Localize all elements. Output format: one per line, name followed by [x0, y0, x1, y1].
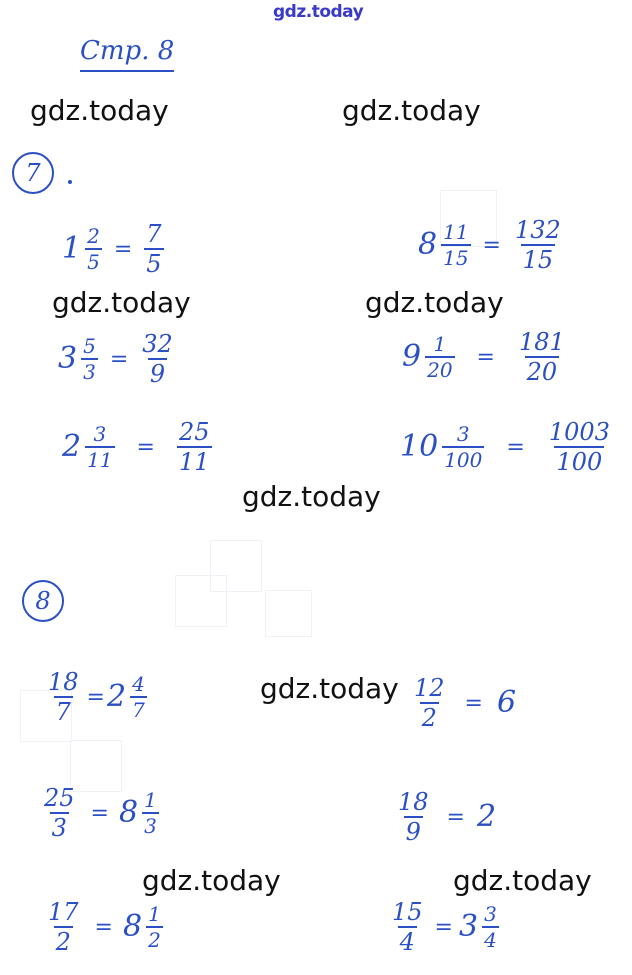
watermark: gdz.today [242, 480, 381, 513]
period-mark [68, 180, 72, 184]
ghost-grid [175, 575, 227, 627]
page-title: Стр. 8 [80, 36, 174, 72]
task8-item-6: $\frac{15}{4}$ = 3 $\frac{3}{4}$ [392, 898, 497, 956]
watermark: gdz.today [342, 94, 481, 127]
task-number-8: 8 [22, 580, 64, 622]
task-number-7: 7 [12, 152, 54, 194]
ghost-grid [265, 590, 312, 637]
watermark: gdz.today [260, 672, 399, 705]
watermark: gdz.today [142, 864, 281, 897]
task7-item-4: 9 $\frac{1}{20}$ = $\frac{181}{20}$ [402, 328, 565, 386]
task8-item-4: $\frac{18}{9}$ = 2 [398, 788, 497, 846]
task7-item-6: 10 $\frac{3}{100}$ = $\frac{1003}{100}$ [400, 418, 610, 476]
task8-item-3: $\frac{25}{3}$ = 8 $\frac{1}{3}$ [44, 784, 157, 842]
task8-item-1: $\frac{18}{7}$ = 2 $\frac{4}{7}$ [48, 668, 145, 726]
watermark: gdz.today [453, 864, 592, 897]
watermark: gdz.today [365, 286, 504, 319]
ghost-grid [70, 740, 122, 792]
task8-item-5: $\frac{17}{2}$ = 8 $\frac{1}{2}$ [48, 898, 161, 956]
task7-item-3: 3 $\frac{5}{3}$ = $\frac{32}{9}$ [58, 330, 173, 388]
task7-item-2: 8 $\frac{11}{15}$ = $\frac{132}{15}$ [418, 216, 561, 274]
watermark: gdz.today [52, 286, 191, 319]
watermark-top: gdz.today [273, 2, 364, 22]
task7-item-1: 1 $\frac{2}{5}$ = $\frac{7}{5}$ [62, 220, 162, 278]
task8-item-2: $\frac{12}{2}$ = 6 [414, 674, 517, 732]
watermark: gdz.today [30, 94, 169, 127]
task7-item-5: 2 $\frac{3}{11}$ = $\frac{25}{11}$ [62, 418, 210, 476]
